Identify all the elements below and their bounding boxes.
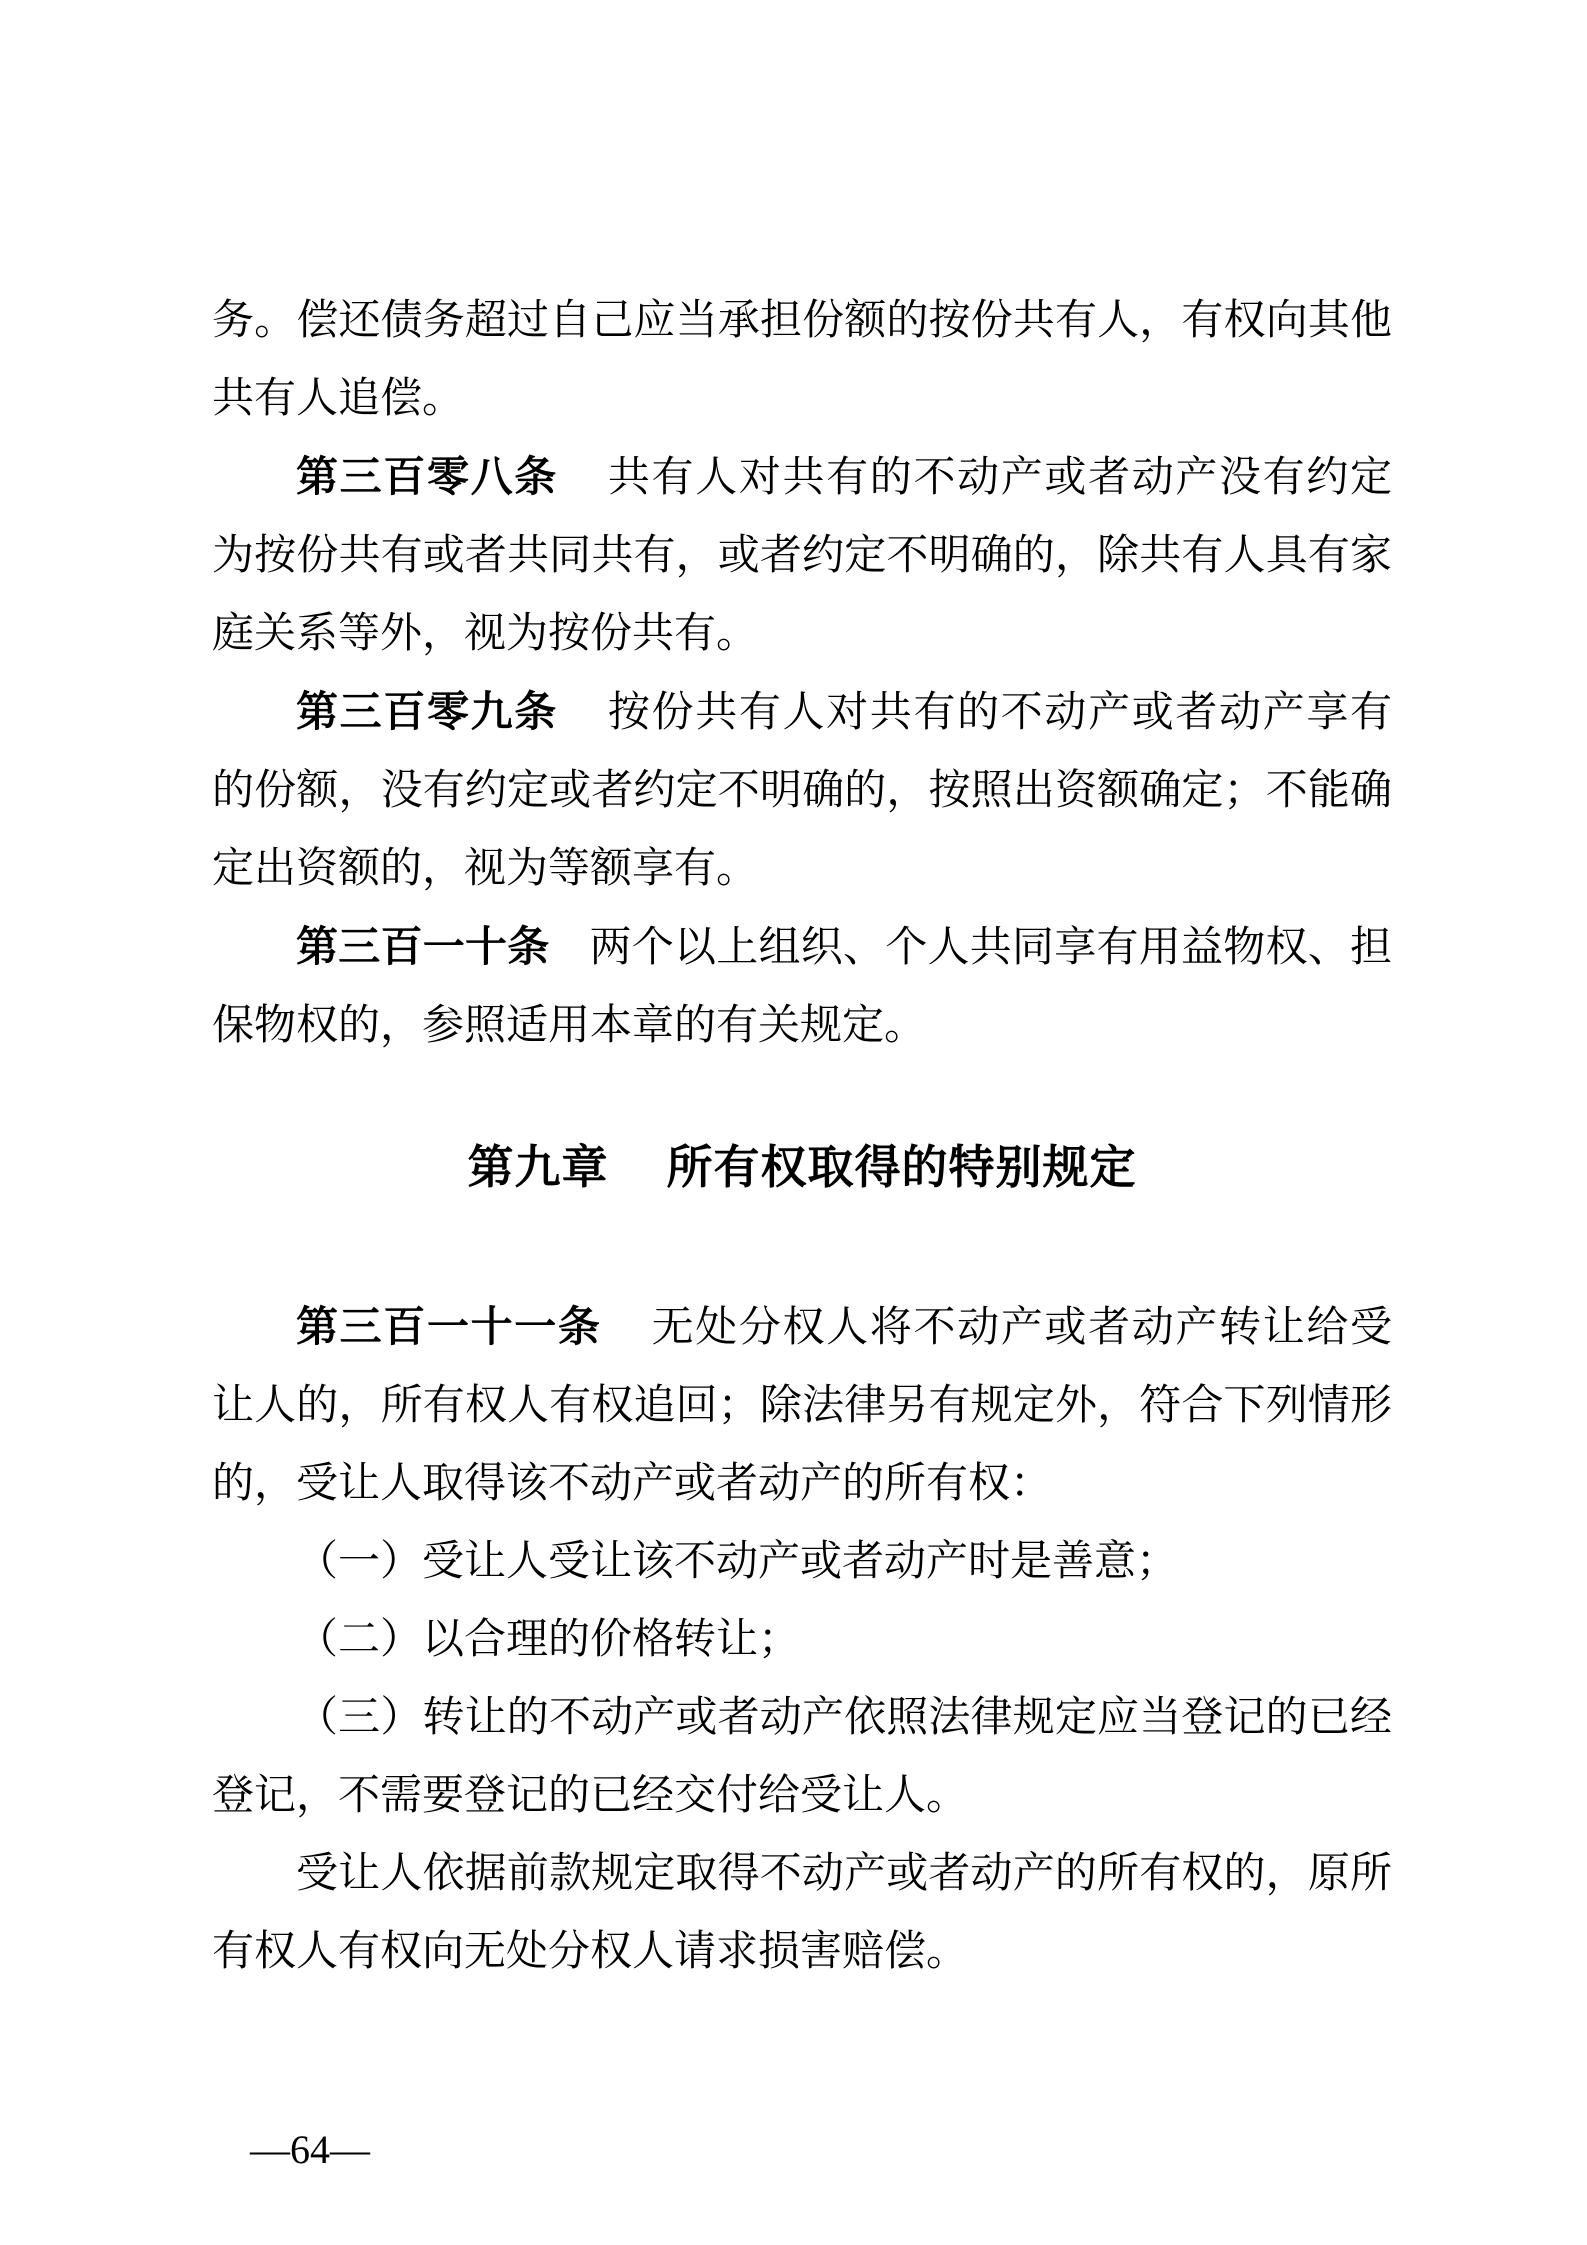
paragraph-article-308 <box>212 438 1392 673</box>
paragraph-text: 两个以上组织、个人共同享有用益物权、担保物权的，参照适用本章的有关规定。 <box>212 925 1392 1049</box>
paragraph-item-2 <box>212 1601 1392 1679</box>
chapter-heading <box>212 1128 1392 1206</box>
paragraph-article-310 <box>212 908 1392 1065</box>
paragraph-text: 受让人依据前款规定取得不动产或者动产的所有权的，原所有权人有权向无处分权人请求损害赔偿。 <box>212 1851 1392 1975</box>
paragraph-text: （三）转让的不动产或者动产依照法律规定应当登记的已经登记，不需要登记的已经交付给受让人。 <box>212 1695 1392 1819</box>
page-number: —64— <box>250 2127 370 2172</box>
paragraph-text: （一）受让人受让该不动产或者动产时是善意； <box>296 1539 1179 1585</box>
paragraph-text: 共有人对共有的不动产或者动产没有约定为按份共有或者共同共有，或者约定不明确的，除共有人具有家庭关系等外，视为按份共有。 <box>212 455 1392 657</box>
paragraph-item-3 <box>212 1679 1392 1835</box>
paragraph-article-311 <box>212 1288 1392 1523</box>
paragraph-text: 务。偿还债务超过自己应当承担份额的按份共有人，有权向其他共有人追偿。 <box>212 298 1392 422</box>
paragraph-text: 无处分权人将不动产或者动产转让给受让人的，所有权人有权追回；除法律另有规定外，符合下列情形的，受让人取得该不动产或者动产的所有权： <box>212 1305 1392 1507</box>
article-number: 第三百零八条 <box>296 453 558 500</box>
chapter-number: 第九章 <box>467 1141 609 1193</box>
document-body <box>212 282 1392 1991</box>
paragraph-continuation <box>212 282 1392 438</box>
paragraph-article-309 <box>212 673 1392 908</box>
paragraph-item-1 <box>212 1523 1392 1601</box>
paragraph-text: 按份共有人对共有的不动产或者动产享有的份额，没有约定或者约定不明确的，按照出资额确定；不能确定出资额的，视为等额享有。 <box>212 690 1392 892</box>
article-number: 第三百零九条 <box>296 688 558 735</box>
paragraph-text: （二）以合理的价格转让； <box>296 1617 801 1663</box>
article-number: 第三百一十条 <box>296 923 550 970</box>
page-footer <box>250 2128 370 2172</box>
article-number: 第三百一十一条 <box>296 1303 602 1350</box>
paragraph-article-311-2 <box>212 1835 1392 1991</box>
chapter-title: 所有权取得的特别规定 <box>666 1141 1137 1193</box>
